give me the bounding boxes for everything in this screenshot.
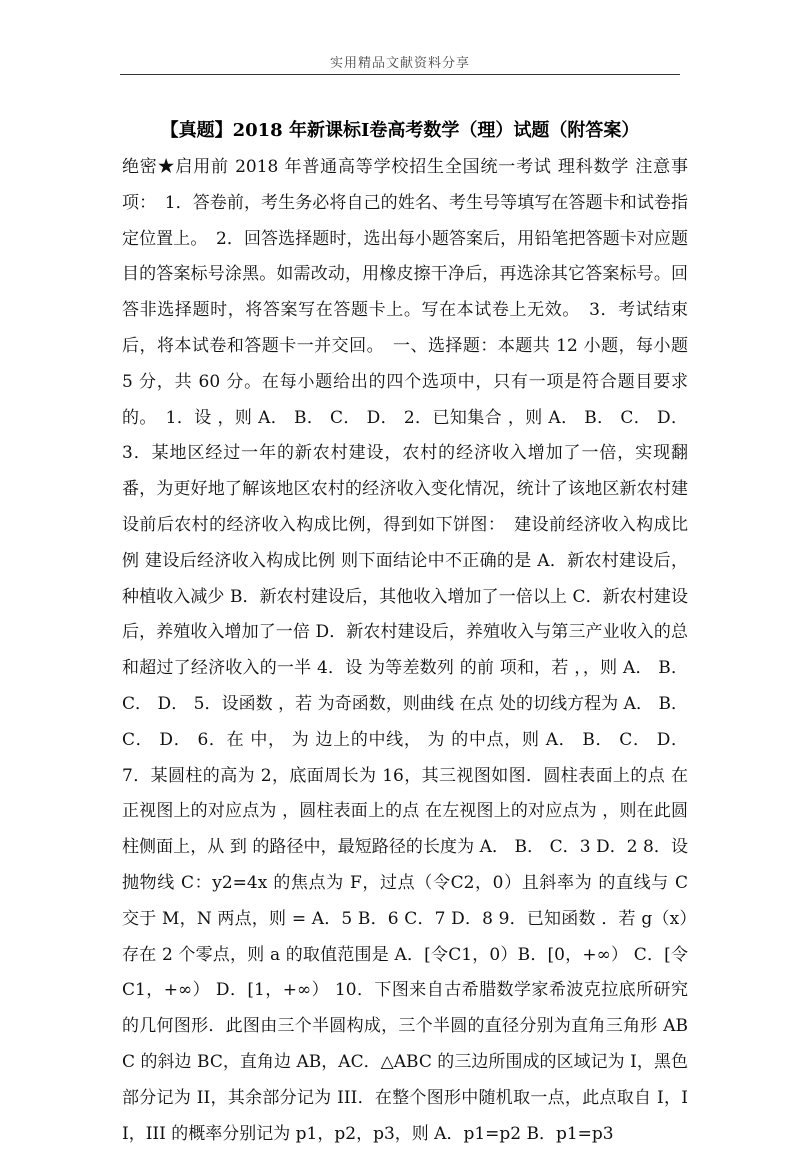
document-title: 【真题】2018 年新课标Ⅰ卷高考数学（理）试题（附答案）: [160, 120, 640, 141]
header-rule: [120, 74, 680, 75]
page-header: 实用精品文献资料分享: [329, 56, 470, 71]
document-body: 绝密★启用前 2018 年普通高等学校招生全国统一考试 理科数学 注意事项： 1．答卷前，考生务必将自己的姓名、考生号等填写在答题卡和试卷指定位置上。 2．回答选择题时，选出每小题答案后，用铅笔把答题卡对应题目的答案标号涂黑。如需改动，用橡皮擦干净后，再选涂其它答案标号。回答非选择题时，将答案写在答题卡上。写在本试卷上无效。 3．考试结束后，将本试卷和答题卡一并交回。 一、选择题：本题共 12 小题，每小题 5 分，共 60 分。在每小题给出的四个选项中，只有一项是符合题目要求的。 1．设 ，则 A． B． C． D． 2．已知集合 ，则 A． B． C． D． 3．某地区经过一年的新农村建设，农村的经济收入增加了一倍，实现翻番，为更好地了解该地区农村的经济收入变化情况，统计了该地区新农村建设前后农村的经济收入构成比例，得到如下饼图： 建设前经济收入构成比例 建设后经济收入构成比例 则下面结论中不正确的是 A．新农村建设后，种植收入减少 B．新农村建设后，其他收入增加了一倍以上 C．新农村建设后，养殖收入增加了一倍 D．新农村建设后，养殖收入与第三产业收入的总和超过了经济收入的一半 4．设 为等差数列 的前 项和，若 ，，则 A． B． C． D． 5．设函数 ，若 为奇函数，则曲线 在点 处的切线方程为 A． B． C． D． 6．在 中， 为 边上的中线， 为 的中点，则 A． B． C． D． 7．某圆柱的高为 2，底面周长为 16，其三视图如图．圆柱表面上的点 在正视图上的对应点为 ，圆柱表面上的点 在左视图上的对应点为 ，则在此圆柱侧面上，从 到 的路径中，最短路径的长度为 A． B． C．3 D．2 8．设抛物线 C：y2=4x 的焦点为 F，过点（令C2，0）且斜率为 的直线与 C 交于 M，N 两点，则 = A．5 B．6 C．7 D．8 9．已知函数 ．若 g（x）存在 2 个零点，则 a 的取值范围是 A．[令C1，0）B．[0，+∞） C．[令C1，+∞） D．[1，+∞） 10．下图来自古希腊数学家希波克拉底所研究的几何图形．此图由三个半圆构成，三个半圆的直径分别为直角三角形 ABC 的斜边 BC，直角边 AB，AC．△ABC 的三边所围成的区域记为 I，黑色部分记为 II，其余部分记为 III．在整个图形中随机取一点，此点取自 I，II，III 的概率分别记为 p1，p2，p3，则 A．p1=p2 B．p1=p3: [122, 157, 688, 1144]
